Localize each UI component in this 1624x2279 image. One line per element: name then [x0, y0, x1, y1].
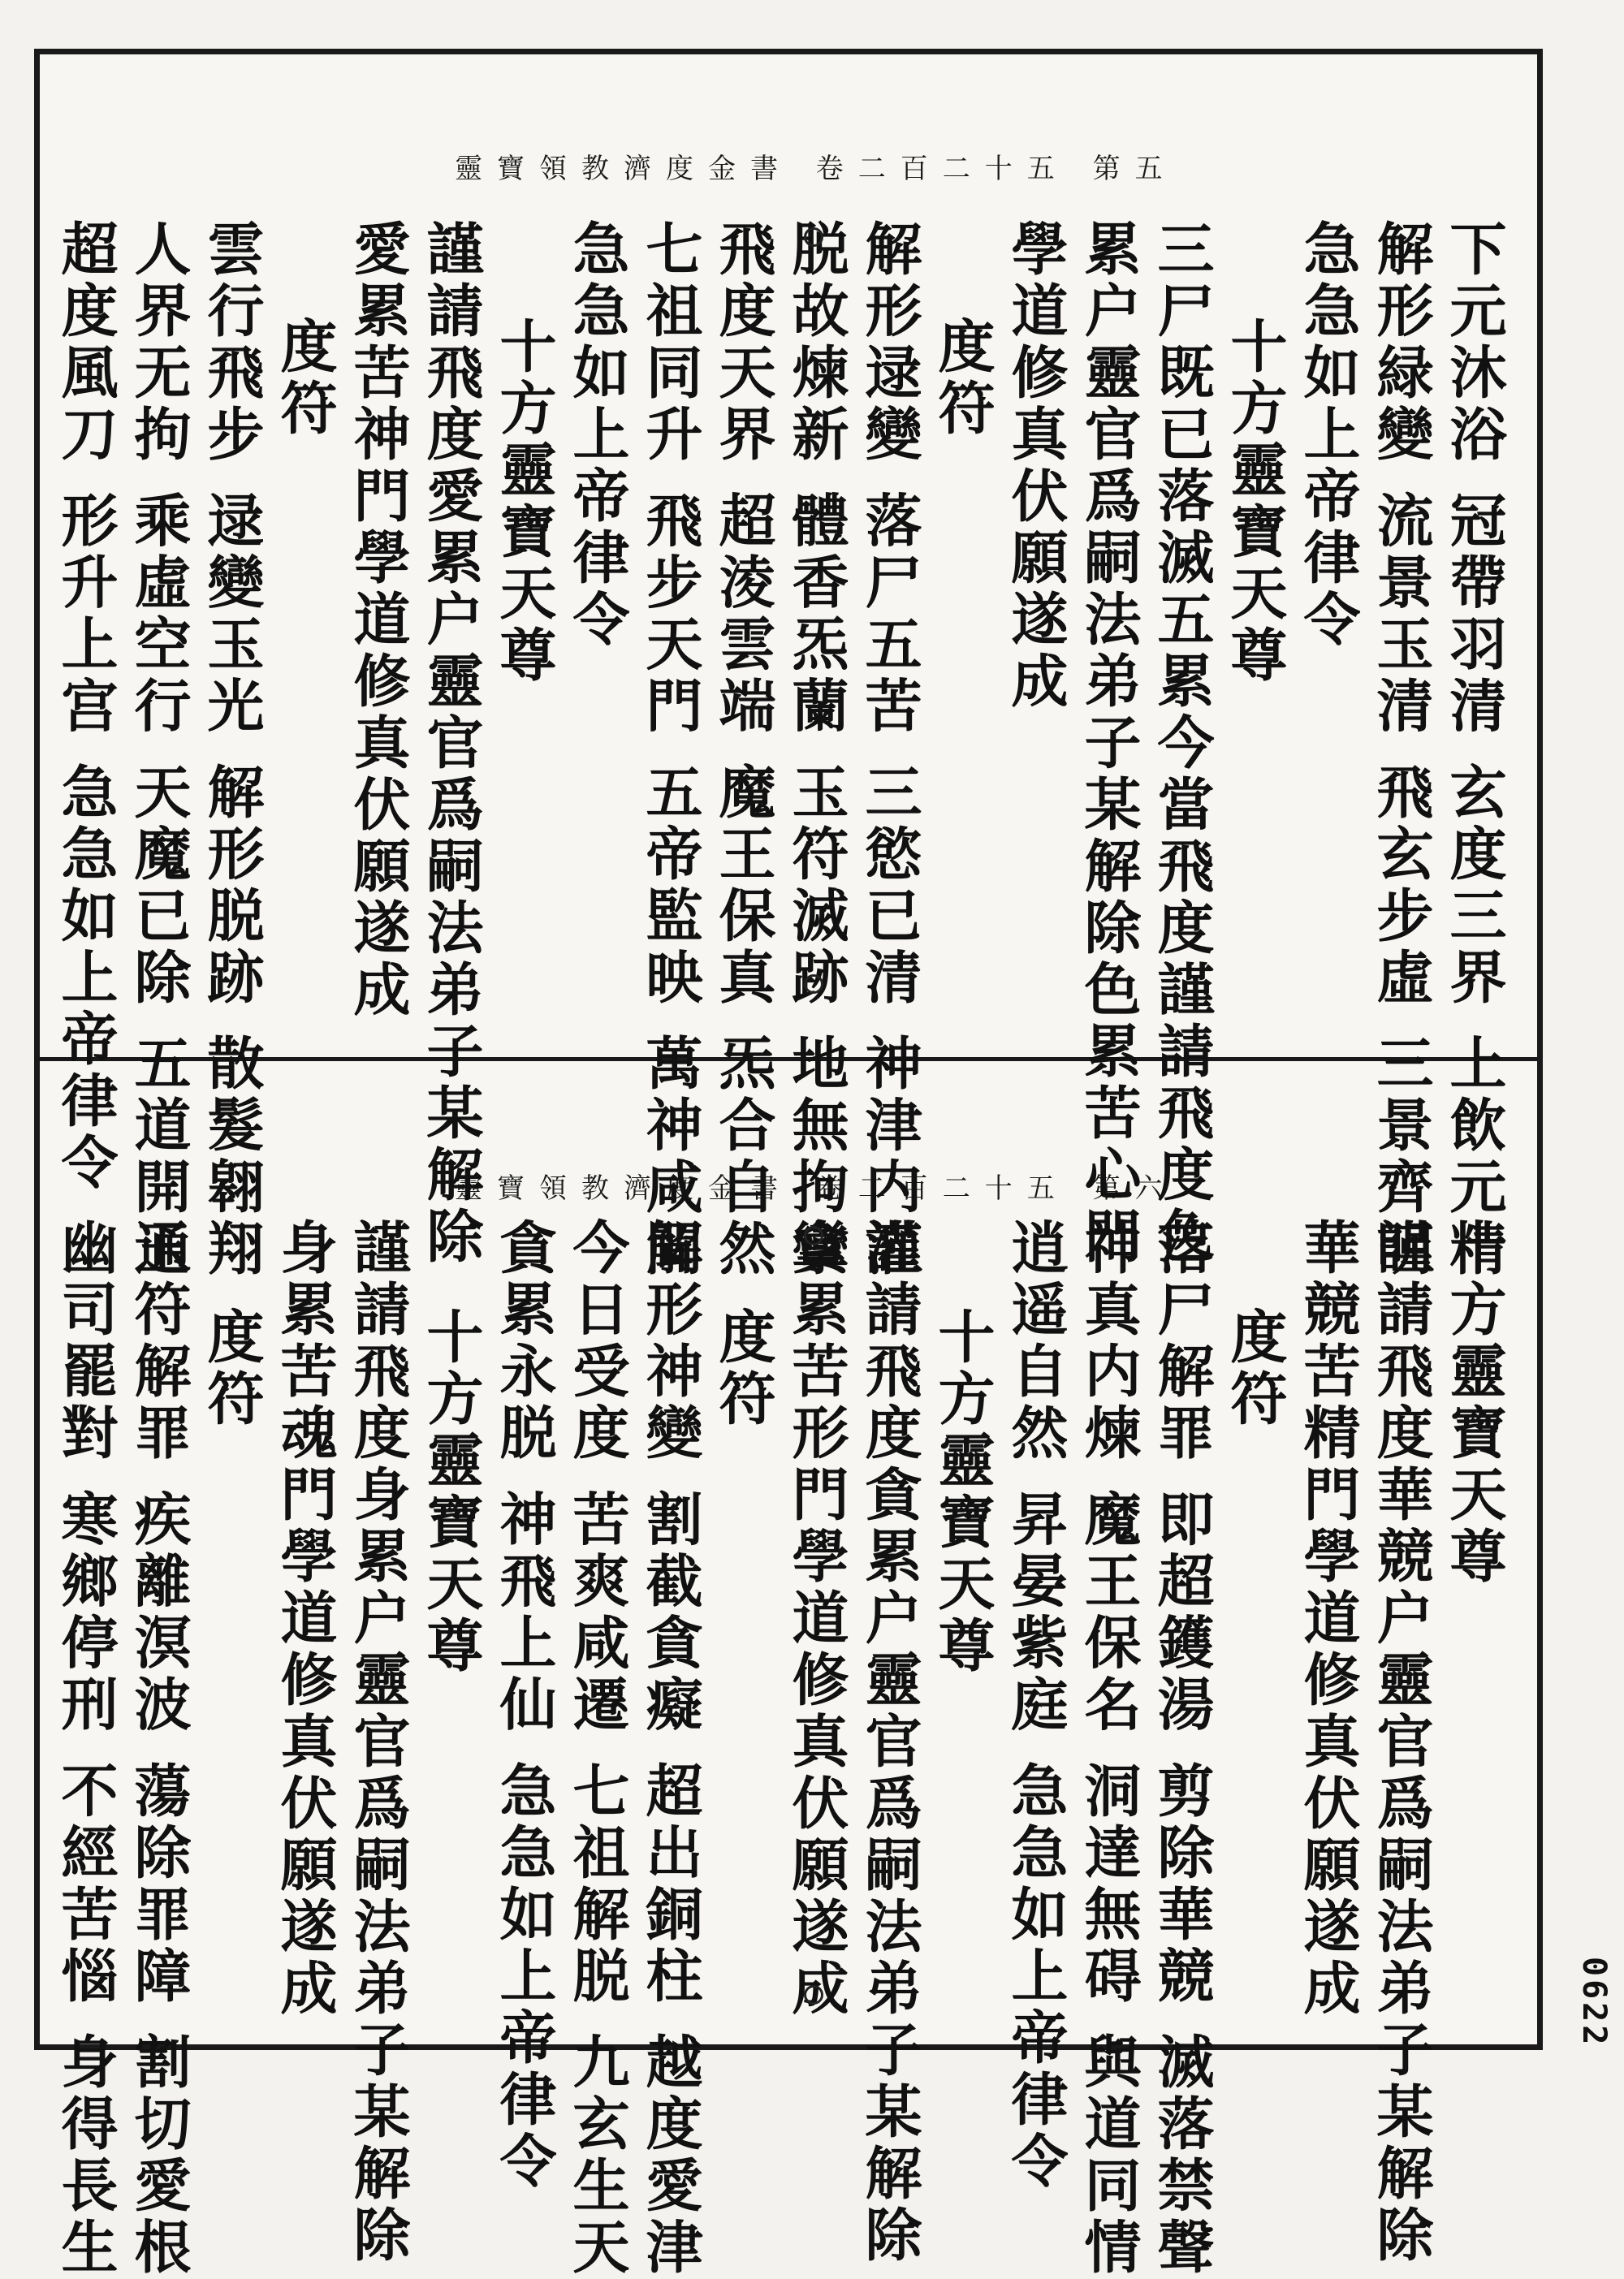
text-column: 貪累永脱 神飛上仙 急急如上帝律令 [490, 1218, 558, 2193]
text-column: 身累苦魂門學道修真伏願遂成 [271, 1218, 339, 2020]
text-column: 謹請飛度身累户靈官爲嗣法弟子某解除 [344, 1218, 412, 2267]
bottom-page-header: 靈寶領教濟度金書 卷二百二十五 第六 [455, 1172, 1177, 1205]
text-column: 度符 [198, 1307, 266, 1431]
text-column: 謹請飛度華競户靈官爲嗣法弟子某解除 [1367, 1218, 1435, 2267]
text-column: 十方靈寶天尊 [417, 1307, 485, 1677]
text-column: 度符 [1221, 1307, 1289, 1431]
text-column: 解形逯變 落尸五苦 三慾已清 神津内灌 [856, 219, 923, 1281]
text-column: 度符 [929, 317, 996, 440]
circle-mark [804, 974, 823, 994]
circle-mark [804, 227, 823, 247]
text-column: 十方靈寶天尊 [929, 1307, 996, 1677]
text-column: 逍遥自然 昇晏紫庭 急急如上帝律令 [1002, 1218, 1069, 2193]
text-column: 謹請飛度愛累户靈官爲嗣法弟子某解除 [417, 219, 485, 1268]
text-column: 愛累苦神門學道修真伏願遂成 [344, 219, 412, 1021]
text-column: 解形緑變 流景玉清 飛玄步虛 三景齊明 [1367, 219, 1435, 1281]
circle-mark [804, 1226, 823, 1245]
text-column: 玉符解罪 疾離溟波 蕩除罪障 割切愛根 [125, 1218, 192, 2279]
text-column: 十方靈寶天尊 [1221, 317, 1289, 687]
text-column: 累户靈官爲嗣法弟子某解除色累苦心門 [1075, 219, 1142, 1268]
text-column: 貪累苦形門學道修真伏願遂成 [783, 1218, 850, 2020]
text-column: 雲行飛步 逯變玉光 解形脱跡 散髮翱翔 [198, 219, 266, 1281]
text-column: 華競苦精門學道修真伏願遂成 [1294, 1218, 1362, 2020]
text-column: 超度風刀 形升上宫 急急如上帝律令 [52, 219, 119, 1194]
text-column: 今日受度 苦爽咸遷 七祖解脱 九玄生天 [564, 1218, 631, 2279]
text-column: 度符 [271, 317, 339, 440]
text-column: 謹請飛度貪累户靈官爲嗣法弟子某解除 [856, 1218, 923, 2267]
text-column: 十方靈寶天尊 [1440, 1218, 1508, 1588]
circle-mark [804, 1985, 823, 2005]
text-column: 學道修真伏願遂成 [1002, 219, 1069, 713]
bottom-text-panel [49, 1202, 1527, 2279]
text-column: 十方靈寶天尊 [490, 317, 558, 687]
text-column: 急急如上帝律令 [1294, 219, 1362, 651]
text-column: 幽司罷對 寒鄉停刑 不經苦惱 身得長生 [52, 1218, 119, 2279]
text-column: 三尸既已落滅五累今當飛度謹請飛度色 [1148, 219, 1216, 1268]
page-number: 0622 [1575, 1957, 1613, 2048]
text-column: 人界无拘 乘虛空行 天魔已除 五道開通 [125, 219, 192, 1281]
text-column: 下元沐浴 冠帶羽清 玄度三界 上飲元精 [1440, 219, 1508, 1281]
text-column: 神真内煉 魔王保名 洞達無碍 與道同情 [1075, 1218, 1142, 2279]
text-column: 飛度天界 超淩雲端 魔王保真 炁合自然 [710, 219, 777, 1281]
text-column: 解形神變 割截貪癡 超出銅柱 越度愛津 [637, 1218, 704, 2279]
text-column: 度符 [710, 1307, 777, 1431]
text-column: 七祖同升 飛步天門 五帝監映 萬神咸聞 [637, 219, 704, 1281]
text-column: 脱故煉新 體香炁蘭 玉符滅跡 地無拘攣 [783, 219, 850, 1281]
top-page-header: 靈寶領教濟度金書 卷二百二十五 第五 [455, 153, 1177, 185]
text-column: 落尸解罪 即超鑊湯 剪除華競 滅落禁聲 [1148, 1218, 1216, 2279]
text-column: 急急如上帝律令 [564, 219, 631, 651]
